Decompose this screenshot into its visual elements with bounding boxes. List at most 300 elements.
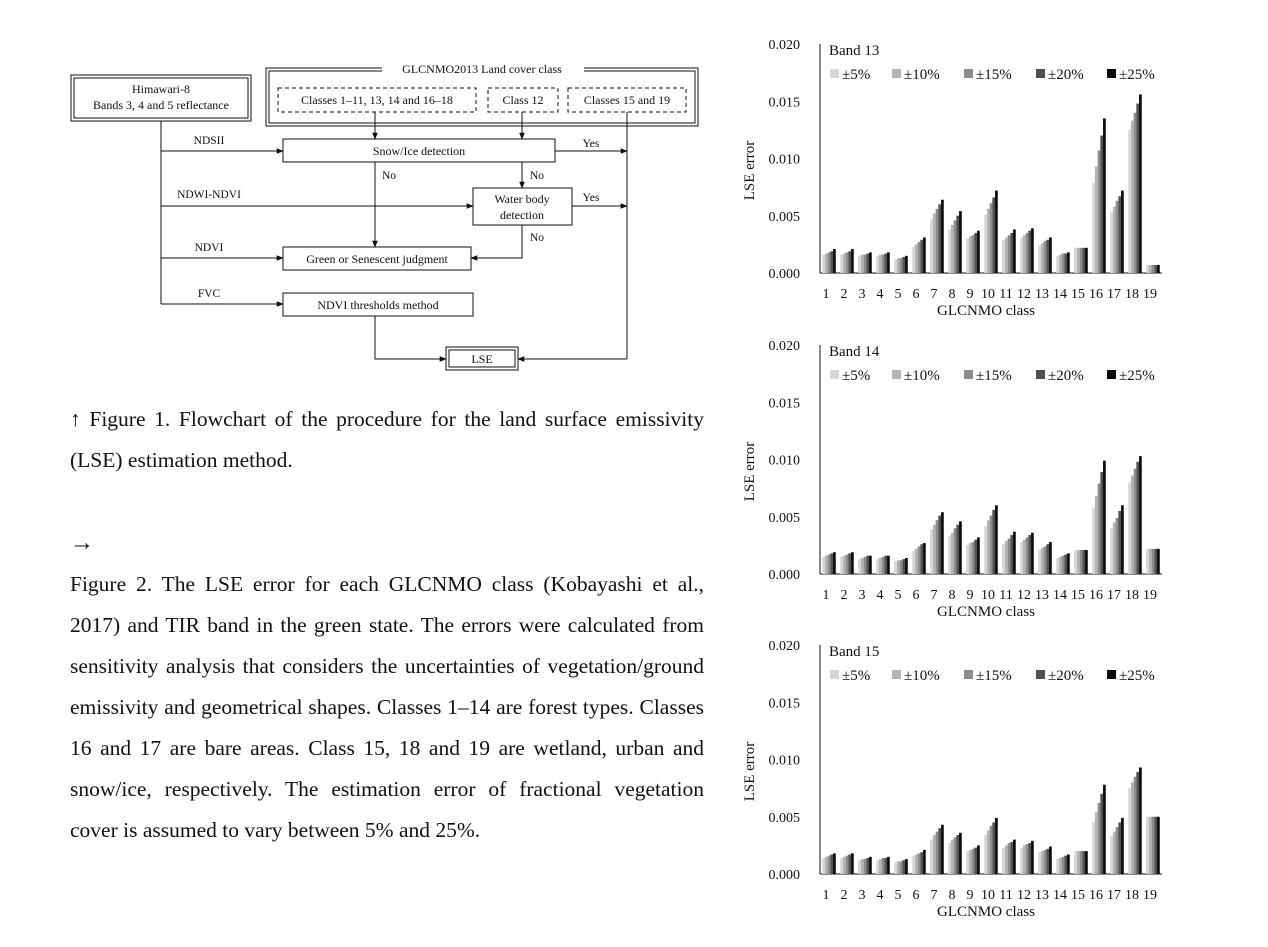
snow-ice-label: Snow/Ice detection [372,144,466,158]
bar [951,225,954,273]
bar [984,526,987,574]
bar [1128,482,1131,574]
bar [977,231,980,273]
bar [1136,104,1139,273]
x-tick-label: 18 [1125,588,1139,603]
y-tick-label: 0.010 [768,753,800,769]
x-tick-label: 13 [1035,588,1049,603]
x-tick-label: 1 [822,287,830,302]
legend-label: ±25% [1119,368,1155,384]
bar [1121,818,1124,874]
green-senescent-label: Green or Senescent judgment [306,252,448,266]
bar [1074,851,1077,874]
lse-label: LSE [471,352,493,366]
bar [1116,518,1119,574]
bar [930,529,933,574]
bar [1154,265,1157,273]
bar [1118,196,1121,273]
bar [1028,231,1031,273]
bar [866,254,869,273]
x-tick-label: 7 [930,888,938,903]
bar [1082,550,1085,574]
water-line2: detection [500,208,544,222]
bar [1082,851,1085,874]
bar [984,835,987,874]
bar [915,244,918,273]
class-b-label: Class 12 [502,93,544,107]
y-tick-label: 0.020 [768,38,800,53]
bar [1092,508,1095,574]
bar [923,543,926,574]
bar [1110,528,1113,574]
bar [843,556,846,574]
bar [1067,553,1070,574]
bar [1002,240,1005,273]
legend-label: ±20% [1048,668,1084,684]
legend-label: ±20% [1048,67,1084,83]
y-axis-label: LSE error [742,741,758,802]
x-tick-label: 7 [930,287,938,302]
bar [969,850,972,874]
x-tick-label: 13 [1035,888,1049,903]
bar [1010,233,1013,273]
bar [864,255,867,273]
bar [930,219,933,273]
bar [1131,782,1134,874]
legend-swatch [1107,370,1116,379]
chart-title: Band 13 [829,43,880,59]
y-tick-label: 0.000 [768,568,800,583]
bar [966,851,969,874]
x-tick-label: 3 [858,588,866,603]
bar [990,516,993,574]
chart-title: Band 15 [829,644,880,660]
x-tick-label: 4 [876,888,884,903]
bar [974,848,977,874]
bar [1028,535,1031,574]
bar [1002,848,1005,874]
legend-label: ±10% [904,67,940,83]
bar [1044,547,1047,574]
bar [990,826,993,874]
bar [933,525,936,574]
bar [861,255,864,273]
bar [1118,822,1121,874]
bar [851,552,854,574]
bar [984,215,987,273]
bar [972,235,975,273]
bar [1149,817,1152,874]
y-tick-label: 0.000 [768,267,800,282]
x-tick-label: 17 [1107,287,1121,302]
bar [833,552,836,574]
bar [923,850,926,874]
x-tick-label: 4 [876,588,884,603]
bar [918,242,921,273]
bar [825,556,828,574]
bar [951,840,954,874]
x-tick-label: 3 [858,287,866,302]
legend-swatch [1107,670,1116,679]
x-tick-label: 16 [1089,588,1103,603]
bar [1085,248,1088,273]
bar [956,835,959,874]
bar [1100,472,1103,574]
bar [905,256,908,273]
bar [1062,857,1065,874]
bar [920,852,923,874]
bar [1128,788,1131,874]
bar [1041,548,1044,574]
bar [843,857,846,874]
chart-band-14 [730,331,1190,623]
x-tick-label: 1 [822,888,830,903]
bar [969,543,972,574]
bar [879,558,882,574]
bar [1149,265,1152,273]
bar [848,251,851,273]
bar [1085,550,1088,574]
x-tick-label: 8 [948,588,956,603]
x-tick-label: 16 [1089,888,1103,903]
snow-no-label: No [381,170,397,182]
bar [905,558,908,574]
x-tick-label: 6 [912,287,920,302]
legend-label: ±15% [976,668,1012,684]
bar [884,254,887,273]
bar [966,239,969,273]
bar [900,560,903,574]
bar [959,521,962,574]
bar [1008,235,1011,273]
himawari-line1: Himawari-8 [132,82,190,96]
bar [992,822,995,874]
bar [1074,550,1077,574]
bar [1013,840,1016,874]
legend-label: ±5% [842,67,871,83]
bar [1113,207,1116,273]
y-tick-label: 0.000 [768,868,800,883]
bar [846,856,849,874]
bar [876,860,879,874]
bar [1082,248,1085,273]
bar [858,559,861,574]
bar [882,255,885,273]
bar [830,553,833,574]
bar [920,240,923,273]
bar [1146,549,1149,574]
x-tick-label: 2 [840,287,848,302]
x-tick-label: 5 [894,287,902,302]
bar [1064,555,1067,574]
bar [987,520,990,574]
y-axis-label: LSE error [742,441,758,502]
bar [1103,785,1106,874]
x-tick-label: 8 [948,287,956,302]
bar [938,516,941,574]
bar [1113,522,1116,574]
bar [840,858,843,874]
y-tick-label: 0.015 [768,396,800,412]
legend-swatch [892,69,901,78]
bar [1008,843,1011,874]
x-tick-label: 9 [966,588,974,603]
bar [987,209,990,273]
bar [1085,851,1088,874]
bar [951,533,954,574]
bar [894,863,897,874]
bar [1046,544,1049,574]
bar [833,249,836,273]
ndsii-label: NDSII [193,135,225,147]
legend-swatch [1036,670,1045,679]
legend-swatch [830,69,839,78]
bar [822,858,825,874]
x-tick-label: 11 [999,588,1013,603]
bar [977,845,980,874]
bar [1049,238,1052,273]
bar [1146,265,1149,273]
bar [1128,130,1131,273]
bar [851,853,854,874]
snow-to-water-no-label: No [529,170,545,182]
bar [1041,243,1044,273]
y-tick-label: 0.005 [768,510,800,526]
y-tick-label: 0.020 [768,339,800,354]
chart-band-13 [730,30,1190,322]
bar [1028,843,1031,874]
bar [956,525,959,574]
bar [933,213,936,273]
bar [1095,812,1098,874]
bar [851,249,854,273]
legend-label: ±25% [1119,668,1155,684]
bar [1100,136,1103,273]
bar [864,859,867,874]
x-tick-label: 15 [1071,287,1085,302]
y-tick-label: 0.015 [768,95,800,111]
bar [1113,832,1116,874]
x-tick-label: 15 [1071,888,1085,903]
bar [900,258,903,273]
x-tick-label: 3 [858,888,866,903]
bar [954,837,957,874]
ndvi-thresholds-label: NDVI thresholds method [317,298,439,312]
bar [884,858,887,874]
x-tick-label: 5 [894,588,902,603]
bar [936,520,939,574]
bar [948,536,951,574]
bar [1031,841,1034,874]
bar [941,825,944,874]
bar [941,200,944,273]
legend-swatch [1036,370,1045,379]
x-tick-label: 9 [966,888,974,903]
x-tick-label: 11 [999,287,1013,302]
bar [938,204,941,273]
bar [1008,539,1011,574]
bar [1134,113,1137,273]
bar [866,858,869,874]
x-tick-label: 11 [999,888,1013,903]
x-tick-label: 12 [1017,287,1031,302]
bar [825,857,828,874]
legend-swatch [1107,69,1116,78]
legend-swatch [964,69,973,78]
bar [833,853,836,874]
bar [1134,777,1137,874]
bar [1049,847,1052,874]
y-tick-label: 0.010 [768,453,800,469]
bar [1056,859,1059,874]
x-tick-label: 17 [1107,888,1121,903]
thresholds-to-lse-arrow [375,316,446,359]
legend-swatch [892,370,901,379]
bar [1077,248,1080,273]
bar [995,191,998,273]
bar [1026,537,1029,574]
bar [1046,240,1049,273]
bar [1077,851,1080,874]
bar [902,559,905,574]
bar [1062,254,1065,273]
bar [840,255,843,273]
bar [1059,858,1062,874]
x-tick-label: 10 [981,888,995,903]
bar [1067,855,1070,874]
bar [828,252,831,273]
legend-label: ±10% [904,368,940,384]
bar [920,544,923,574]
bar [1092,183,1095,273]
bar [869,252,872,273]
bar [977,537,980,574]
bar [1064,856,1067,874]
x-tick-label: 5 [894,888,902,903]
bar [1118,511,1121,574]
y-tick-label: 0.010 [768,152,800,168]
bar [1023,540,1026,574]
bar [1056,256,1059,273]
bar [974,233,977,273]
bar [1031,533,1034,574]
x-tick-label: 6 [912,588,920,603]
y-tick-label: 0.015 [768,696,800,712]
x-tick-label: 14 [1053,888,1067,903]
snow-yes-label: Yes [582,138,600,150]
x-axis-label: GLCNMO class [937,303,1035,319]
bar [915,855,918,874]
bar [1121,505,1124,574]
bar [905,859,908,874]
bar [938,828,941,874]
x-tick-label: 16 [1089,287,1103,302]
bar [882,858,885,874]
bar [882,557,885,574]
bar [912,551,915,574]
bar [897,258,900,273]
flowchart-figure-1 [60,55,710,385]
legend-swatch [830,370,839,379]
water-line1: Water body [494,192,550,206]
legend-label: ±15% [976,368,1012,384]
x-axis-label: GLCNMO class [937,604,1035,620]
bar [992,510,995,574]
bar [897,861,900,874]
bar [912,856,915,874]
legend-swatch [830,670,839,679]
fvc-label: FVC [197,288,221,300]
himawari-line2: Bands 3, 4 and 5 reflectance [93,98,229,112]
bar [846,555,849,574]
bar [828,856,831,874]
bar [1064,254,1067,273]
bar [995,505,998,574]
bar [1056,558,1059,574]
legend-swatch [964,370,973,379]
legend-label: ±10% [904,668,940,684]
bar [912,247,915,273]
bar [1044,241,1047,273]
bar [861,859,864,874]
x-tick-label: 2 [840,888,848,903]
legend-swatch [1036,69,1045,78]
water-no-arrow [471,225,522,258]
bar [995,818,998,874]
bar [972,542,975,574]
x-tick-label: 13 [1035,287,1049,302]
bar [948,229,951,273]
bar [1044,850,1047,874]
legend-swatch [892,670,901,679]
bar [869,857,872,874]
bar [1154,549,1157,574]
bar [1139,456,1142,574]
bar [1098,484,1101,574]
bar [828,555,831,574]
bar [990,203,993,273]
bar [1005,238,1008,273]
x-tick-label: 18 [1125,888,1139,903]
bar [1100,794,1103,874]
bar [1121,191,1124,273]
x-tick-label: 2 [840,588,848,603]
bar [1059,557,1062,574]
x-tick-label: 10 [981,588,995,603]
bar [897,560,900,574]
bar [1080,550,1083,574]
bar [956,216,959,273]
bar [1098,803,1101,874]
bar [1139,768,1142,874]
bar [974,540,977,574]
x-tick-label: 19 [1143,888,1157,903]
bar [1103,118,1106,273]
figure-2-arrow: → [70,530,94,556]
bar [876,559,879,574]
bar [987,830,990,874]
bar [1157,549,1160,574]
y-tick-label: 0.020 [768,639,800,654]
bar [1020,238,1023,273]
bar [822,557,825,574]
bar [1013,229,1016,273]
bar [1116,201,1119,273]
bar [936,209,939,273]
bar [1152,817,1155,874]
legend-label: ±20% [1048,368,1084,384]
bar [1059,255,1062,273]
